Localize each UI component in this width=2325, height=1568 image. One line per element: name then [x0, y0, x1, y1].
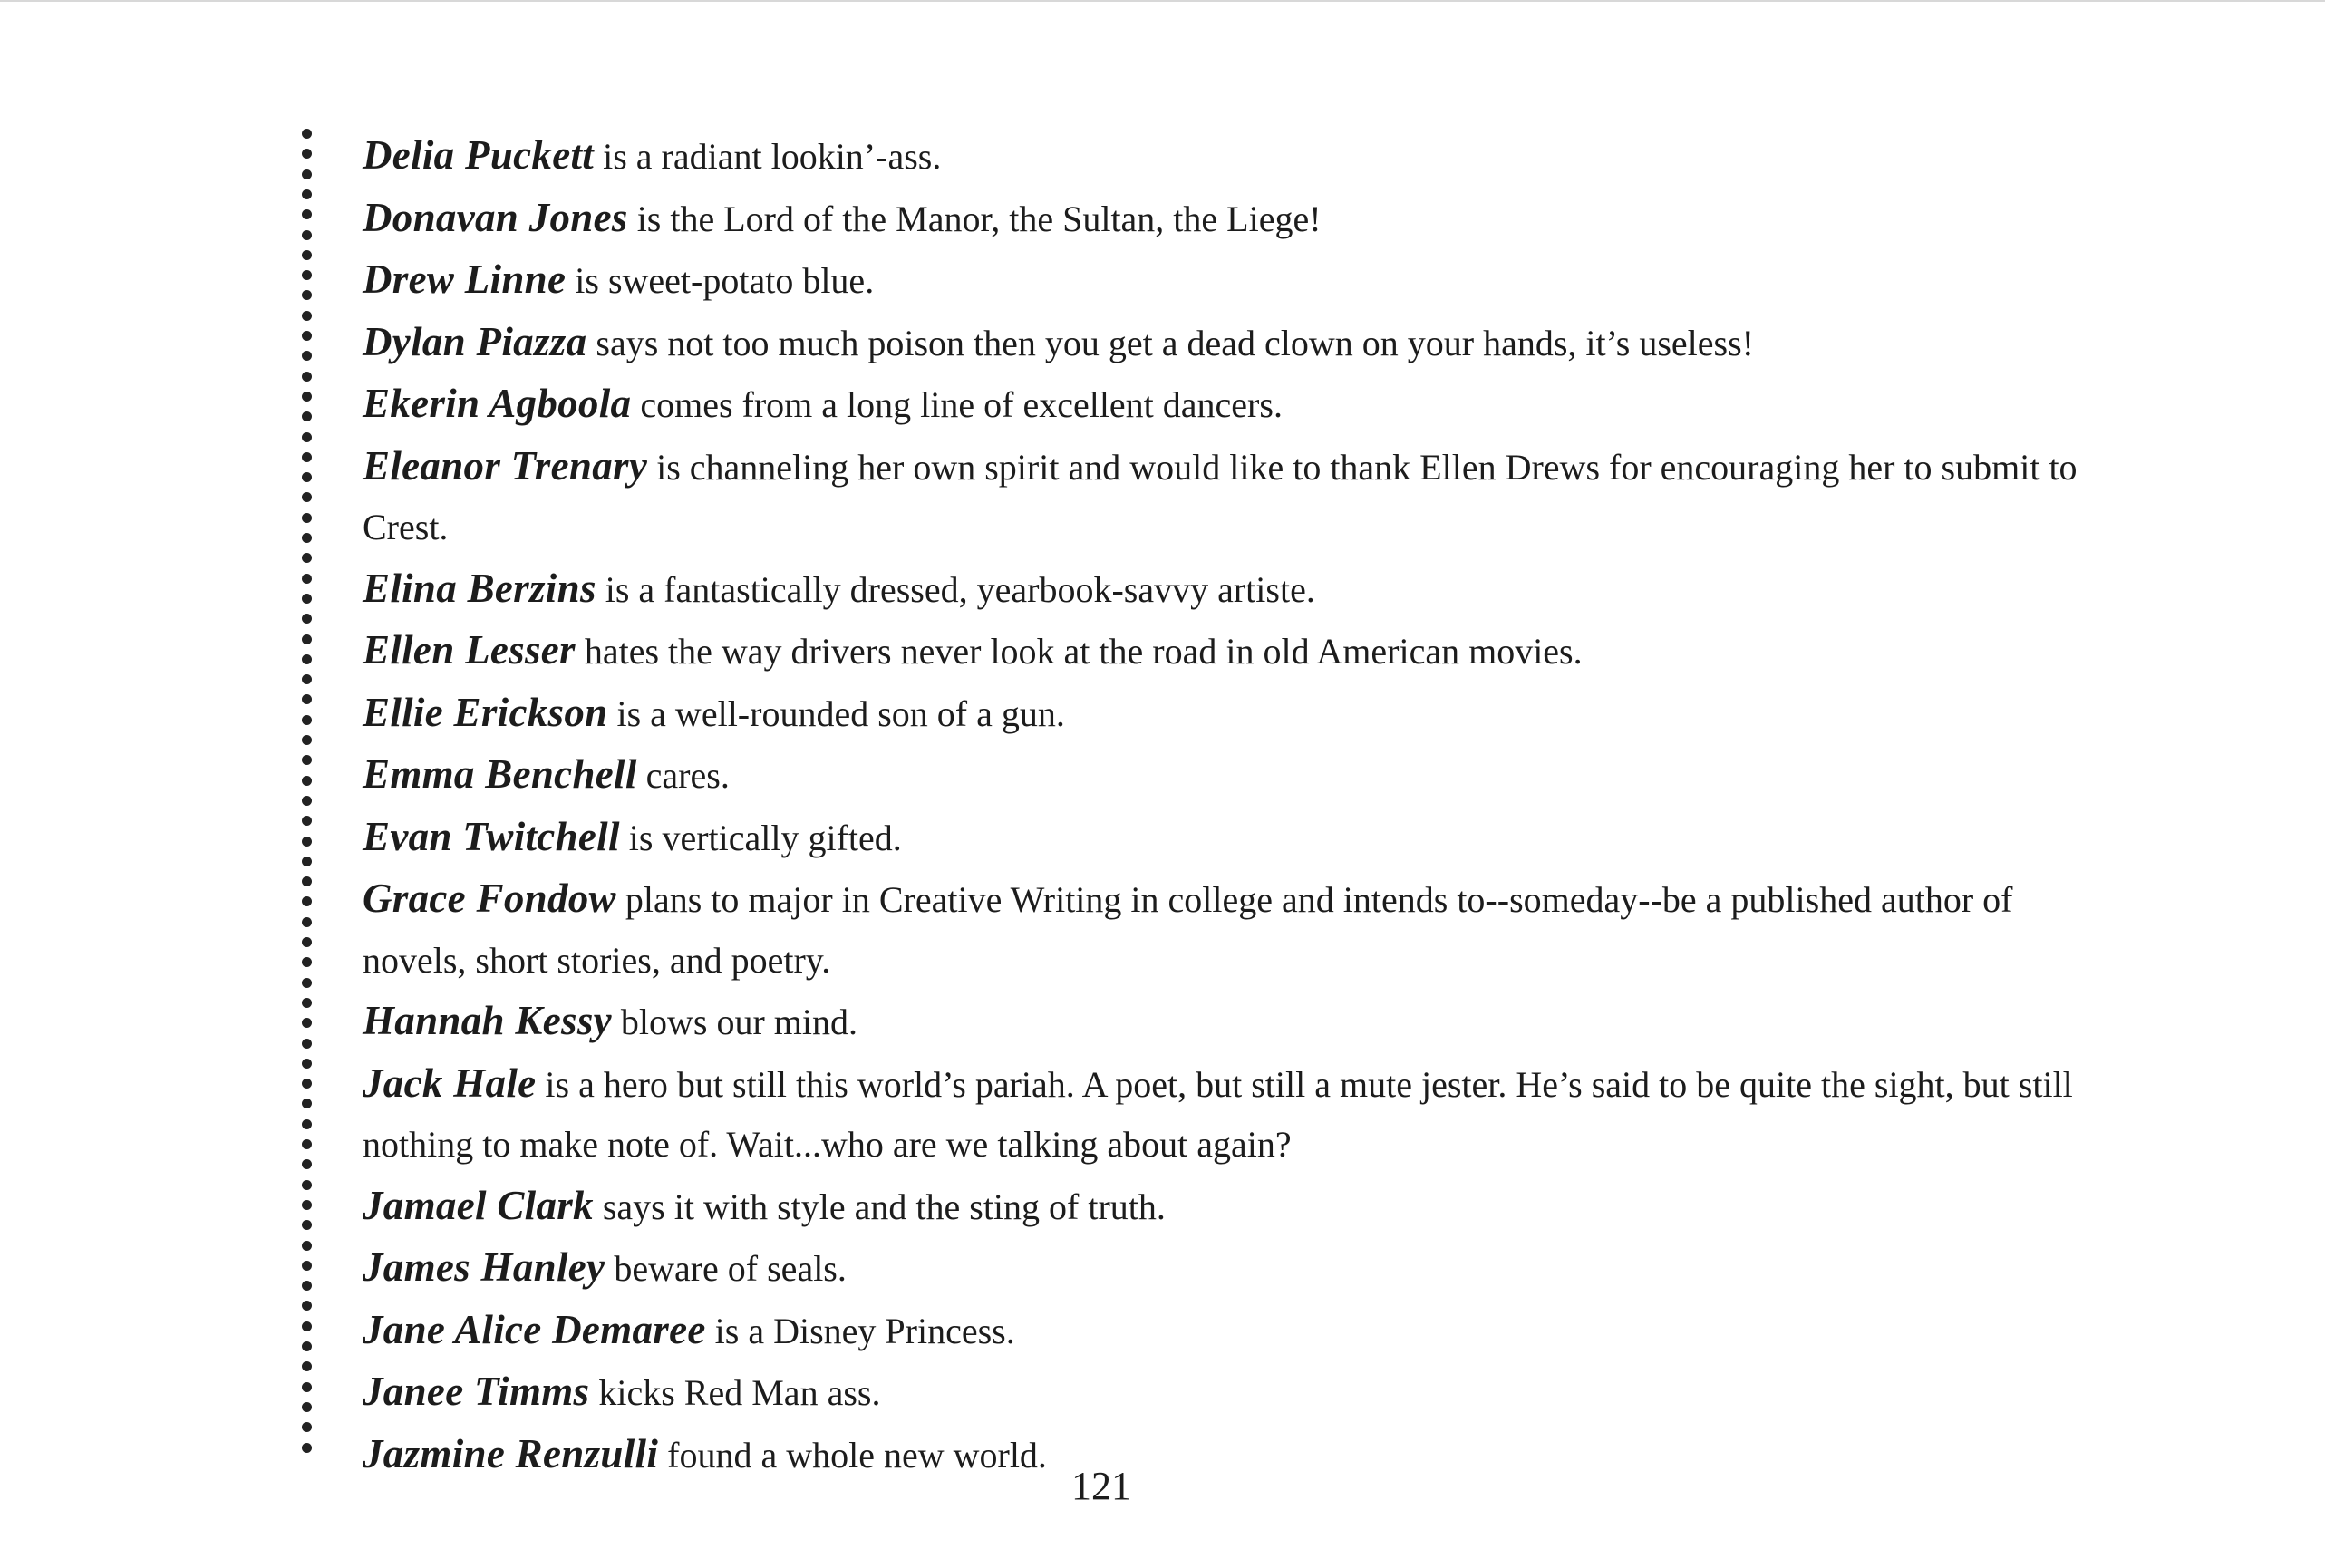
contributor-name: Janee Timms	[363, 1369, 590, 1414]
list-item	[363, 991, 2112, 1053]
border-dot	[302, 957, 312, 967]
contributor-bio: is channeling her own spirit and would like to thank Ellen Drews for encouraging her to submit to Crest.	[363, 446, 2078, 547]
contributor-name: Evan Twitchell	[363, 813, 620, 859]
page-top-edge	[0, 0, 2325, 2]
border-dot	[302, 1382, 312, 1392]
border-dot	[302, 432, 312, 442]
contributor-bio: kicks Red Man ass.	[589, 1372, 881, 1413]
border-dot	[302, 1402, 312, 1412]
contributor-name: Grace Fondow	[363, 876, 616, 921]
border-dot	[302, 1039, 312, 1049]
border-dot	[302, 876, 312, 886]
list-item	[363, 125, 2112, 188]
contributor-bio: is a radiant lookin’-ass.	[594, 136, 942, 177]
border-dot	[302, 1200, 312, 1210]
list-item	[363, 436, 2112, 558]
list-item	[363, 868, 2112, 991]
contributor-bio: says not too much poison then you get a dead clown on your hands, it’s useless!	[586, 322, 1754, 363]
border-dot	[302, 513, 312, 523]
border-dot	[302, 129, 312, 139]
border-dot	[302, 755, 312, 765]
list-item	[363, 620, 2112, 682]
border-dot	[302, 189, 312, 199]
list-item	[363, 1237, 2112, 1300]
border-dot	[302, 796, 312, 806]
contributor-name: Ellen Lesser	[363, 627, 576, 673]
border-dot	[302, 1443, 312, 1453]
contributor-bio: is a Disney Princess.	[705, 1310, 1015, 1351]
border-dot	[302, 372, 312, 382]
contributor-bio: is sweet-potato blue.	[566, 260, 875, 301]
border-dot	[302, 1139, 312, 1149]
contributor-bio: comes from a long line of excellent dancers.	[631, 384, 1283, 425]
list-item	[363, 188, 2112, 250]
contributor-bio: beware of seals.	[605, 1248, 847, 1289]
border-dot	[302, 896, 312, 906]
border-dot	[302, 209, 312, 219]
list-item	[363, 312, 2112, 374]
border-dot	[302, 937, 312, 947]
border-dot	[302, 1301, 312, 1311]
border-dot	[302, 816, 312, 826]
border-dot	[302, 1241, 312, 1251]
border-dot	[302, 574, 312, 584]
border-dot	[302, 998, 312, 1008]
contributor-bio: found a whole new world.	[658, 1434, 1047, 1476]
contributor-bio: blows our mind.	[611, 1002, 858, 1042]
list-item	[363, 682, 2112, 745]
border-dot	[302, 149, 312, 159]
border-dot	[302, 1099, 312, 1108]
contributor-bio: is the Lord of the Manor, the Sultan, the Liege!	[627, 198, 1322, 239]
contributor-name: Ekerin Agboola	[363, 381, 632, 426]
contributor-name: Elina Berzins	[363, 565, 596, 611]
border-dot	[302, 290, 312, 300]
list-item	[363, 558, 2112, 621]
border-dot	[302, 452, 312, 462]
contributor-name: Dylan Piazza	[363, 318, 587, 364]
border-dot	[302, 311, 312, 321]
border-dot	[302, 533, 312, 543]
border-dot	[302, 553, 312, 563]
border-dot	[302, 1180, 312, 1190]
border-dot	[302, 331, 312, 341]
page-number: 121	[1071, 1464, 1131, 1508]
list-item	[363, 373, 2112, 436]
border-dot	[302, 1281, 312, 1291]
border-dot	[302, 1018, 312, 1028]
border-dot	[302, 857, 312, 866]
contributor-name: Hannah Kessy	[363, 998, 612, 1043]
border-dot	[302, 1361, 312, 1371]
list-item	[363, 807, 2112, 869]
border-dot	[302, 1059, 312, 1069]
border-dot	[302, 472, 312, 482]
border-dot	[302, 614, 312, 624]
list-item	[363, 1361, 2112, 1424]
border-dot	[302, 1321, 312, 1331]
border-dot	[302, 492, 312, 502]
contributor-bio: is a fantastically dressed, yearbook-savvy artiste.	[596, 568, 1315, 610]
contributor-bio: plans to major in Creative Writing in college and intends to--someday--be a published author of novels, short stories, and poetry.	[363, 879, 2013, 981]
border-dot	[302, 1119, 312, 1129]
contributor-name: Eleanor Trenary	[363, 442, 648, 489]
border-dot	[302, 1220, 312, 1230]
contributor-list	[363, 125, 2112, 1486]
border-dot	[302, 411, 312, 421]
border-dot	[302, 594, 312, 604]
border-dot	[302, 694, 312, 704]
border-dot	[302, 917, 312, 927]
border-dot	[302, 654, 312, 664]
list-item	[363, 1300, 2112, 1362]
border-dot	[302, 250, 312, 260]
border-dot	[302, 270, 312, 280]
list-item	[363, 249, 2112, 312]
contributor-bio: hates the way drivers never look at the road in old American movies.	[575, 631, 1583, 672]
contributor-bio: is vertically gifted.	[619, 817, 902, 858]
border-dot	[302, 1159, 312, 1169]
border-dot	[302, 837, 312, 847]
list-item	[363, 744, 2112, 807]
border-dot	[302, 1079, 312, 1089]
list-item	[363, 1176, 2112, 1238]
border-dot	[302, 674, 312, 684]
dotted-margin-border	[302, 129, 315, 1450]
border-dot	[302, 1261, 312, 1271]
contributor-name: James Hanley	[363, 1244, 605, 1290]
contributor-name: Emma Benchell	[363, 751, 637, 797]
contributor-name: Donavan Jones	[363, 194, 628, 240]
contributor-bio: is a well-rounded son of a gun.	[607, 692, 1065, 734]
contributor-name: Jack Hale	[363, 1060, 537, 1106]
contributor-name: Jamael Clark	[363, 1182, 594, 1228]
list-item	[363, 1053, 2112, 1176]
border-dot	[302, 169, 312, 179]
border-dot	[302, 978, 312, 988]
border-dot	[302, 776, 312, 786]
border-dot	[302, 230, 312, 240]
border-dot	[302, 715, 312, 725]
contributor-name: Jazmine Renzulli	[363, 1430, 659, 1476]
contributor-name: Delia Puckett	[363, 132, 595, 178]
contributor-name: Ellie Erickson	[363, 689, 608, 735]
contributor-name: Drew Linne	[363, 256, 567, 302]
contributor-bio: is a hero but still this world’s pariah. A poet, but still a mute jester. He’s said to be quite the sight, but still nothing to make note of. Wait...who are we talking about again?	[363, 1063, 2073, 1165]
border-dot	[302, 634, 312, 644]
contributor-name: Jane Alice Demaree	[363, 1306, 706, 1352]
contributor-bio: says it with style and the sting of truth.	[593, 1186, 1166, 1227]
border-dot	[302, 1341, 312, 1351]
border-dot	[302, 351, 312, 361]
border-dot	[302, 735, 312, 745]
contributor-bio: cares.	[636, 755, 730, 796]
border-dot	[302, 1422, 312, 1432]
border-dot	[302, 392, 312, 402]
